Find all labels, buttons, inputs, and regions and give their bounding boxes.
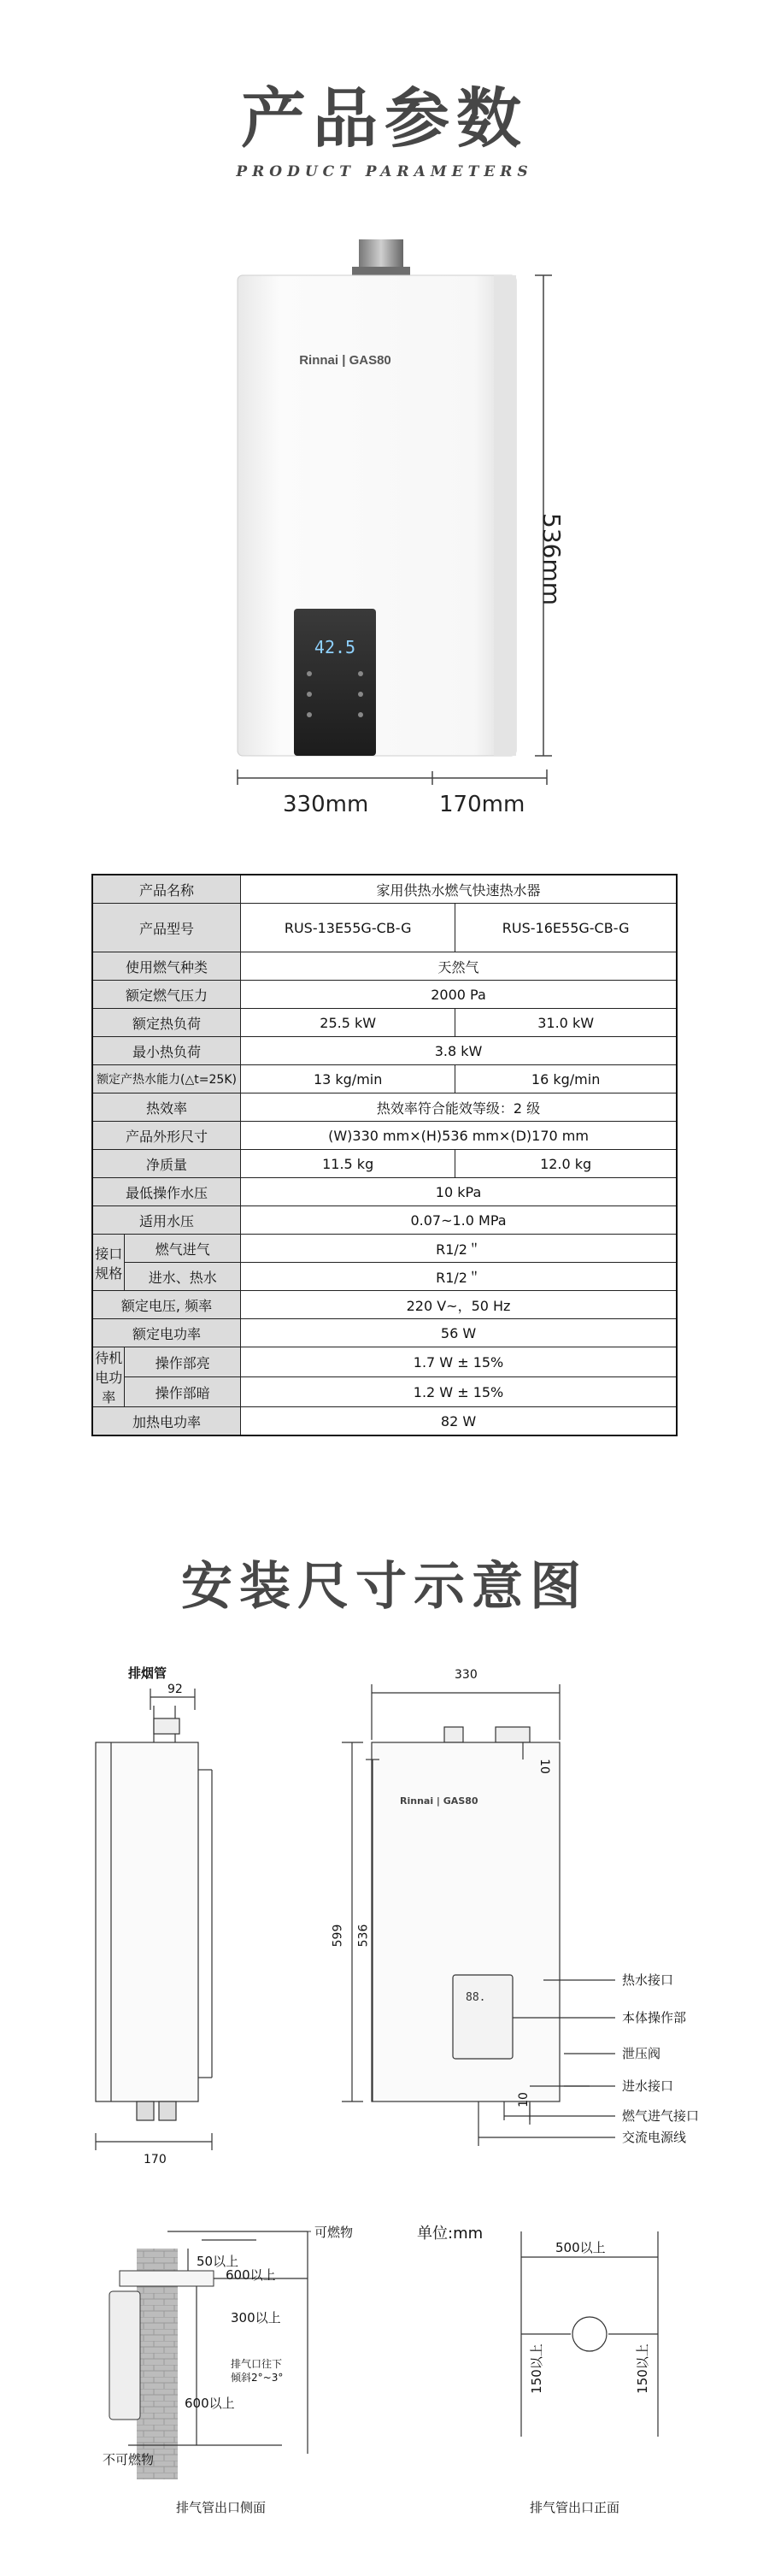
dim-170: 170 [144, 2153, 167, 2166]
table-cell: 净质量 [92, 1150, 241, 1178]
table-cell: 3.8 kW [241, 1037, 677, 1065]
table-cell: (W)330 mm×(H)536 mm×(D)170 mm [241, 1122, 677, 1150]
clearance-600-bottom: 600以上 [185, 2396, 235, 2411]
table-row [92, 904, 677, 952]
table-row [92, 1263, 677, 1291]
dim-10-bottom: 10 [516, 2092, 531, 2107]
table-cell: 额定热负荷 [92, 1009, 241, 1037]
table-cell: 10 kPa [241, 1178, 677, 1206]
standby-label: 电功率 [95, 1370, 123, 1406]
unit-label: 单位:mm [417, 2225, 484, 2243]
table-cell: 热效率 [92, 1093, 241, 1122]
section-heading [0, 67, 769, 180]
clearance-50: 50以上 [197, 2254, 239, 2269]
width-label: 330mm [283, 792, 369, 817]
table-cell: 额定燃气压力 [92, 981, 241, 1009]
slope-note-line2: 倾斜2°~3° [231, 2372, 284, 2384]
table-cell: 操作部暗 [125, 1377, 241, 1407]
table-cell: R1/2＂ [241, 1235, 677, 1263]
table-cell: R1/2＂ [241, 1263, 677, 1291]
product-photo [0, 214, 769, 829]
table-row [92, 1093, 677, 1122]
table-cell [92, 1347, 125, 1407]
clearance-150-left: 150以上 [528, 2343, 544, 2394]
panel-button[interactable] [358, 712, 363, 717]
port-label: 规格 [95, 1264, 123, 1282]
table-row [92, 1235, 677, 1263]
table-row [92, 1037, 677, 1065]
dim-330: 330 [455, 1668, 478, 1682]
table-row [92, 1178, 677, 1206]
table-cell: RUS-13E55G-CB-G [241, 904, 455, 952]
clearance-600-top: 600以上 [226, 2267, 276, 2283]
table-row [92, 981, 677, 1009]
port-label: 接口 [95, 1245, 123, 1262]
table-cell: 操作部亮 [125, 1347, 241, 1377]
page-title: 产品参数 [241, 80, 528, 156]
table-cell: 25.5 kW [241, 1009, 455, 1037]
side-caption: 排气管出口侧面 [176, 2500, 267, 2515]
table-cell: 最小热负荷 [92, 1037, 241, 1065]
table-cell: 0.07~1.0 MPa [241, 1206, 677, 1235]
table-cell: 220 V~，50 Hz [241, 1291, 677, 1319]
table-row [92, 952, 677, 981]
clearance-500: 500以上 [555, 2240, 606, 2255]
dim-10-top: 10 [537, 1759, 551, 1774]
table-cell: 额定电压, 频率 [92, 1291, 241, 1319]
table-cell: 适用水压 [92, 1206, 241, 1235]
panel-button[interactable] [358, 671, 363, 676]
table-cell: 燃气进气 [125, 1235, 241, 1263]
combustible-label: 可燃物 [314, 2225, 354, 2240]
front-brand: Rinnai | GAS80 [400, 1795, 478, 1807]
table-row [92, 1291, 677, 1319]
noncombustible-label: 不可燃物 [103, 2452, 155, 2467]
table-cell: 16 kg/min [455, 1065, 677, 1093]
table-row [92, 1150, 677, 1178]
table-cell: 加热电功率 [92, 1407, 241, 1436]
dim-536: 536 [356, 1924, 371, 1948]
table-cell: 产品名称 [92, 875, 241, 904]
table-cell [92, 1235, 125, 1291]
table-cell: 热效率符合能效等级：2 级 [241, 1093, 677, 1122]
panel-button[interactable] [307, 692, 312, 697]
table-cell: 13 kg/min [241, 1065, 455, 1093]
depth-label: 170mm [439, 792, 525, 817]
table-cell: 12.0 kg [455, 1150, 677, 1178]
table-row [92, 1009, 677, 1037]
callout-power-cord: 交流电源线 [622, 2130, 687, 2145]
height-label: 536mm [537, 513, 566, 605]
clearance-150-right: 150以上 [634, 2343, 650, 2394]
flue-label: 排烟管 [128, 1665, 167, 1681]
callout-control-panel: 本体操作部 [622, 2010, 687, 2025]
table-row [92, 1407, 677, 1436]
callout-gas-inlet: 燃气进气接口 [622, 2108, 700, 2124]
install-title: 安装尺寸示意图 [181, 1557, 588, 1617]
table-cell: 使用燃气种类 [92, 952, 241, 981]
control-panel [294, 609, 376, 756]
table-row [92, 1206, 677, 1235]
table-cell: 天然气 [241, 952, 677, 981]
slope-note-line1: 排气口往下 [231, 2358, 283, 2370]
dim-92: 92 [167, 1683, 183, 1696]
table-cell: 82 W [241, 1407, 677, 1436]
standby-label: 待机 [95, 1350, 123, 1366]
clearance-drawing [0, 2197, 769, 2488]
table-cell: RUS-16E55G-CB-G [455, 904, 677, 952]
dim-599: 599 [331, 1924, 345, 1948]
table-cell: 1.7 W ± 15% [241, 1347, 677, 1377]
brand-logo: Rinnai | GAS80 [299, 353, 391, 368]
table-row [92, 1319, 677, 1347]
table-cell: 31.0 kW [455, 1009, 677, 1037]
callout-hot-water: 热水接口 [622, 1972, 674, 1988]
callout-water-inlet: 进水接口 [622, 2078, 674, 2094]
table-row [92, 1377, 677, 1407]
table-cell: 2000 Pa [241, 981, 677, 1009]
table-row [92, 1347, 677, 1377]
panel-display: 42.5 [314, 637, 356, 657]
panel-button[interactable] [307, 671, 312, 676]
front-caption: 排气管出口正面 [530, 2500, 620, 2515]
install-drawing [0, 1659, 769, 2172]
table-cell: 进水、热水 [125, 1263, 241, 1291]
front-panel [453, 1975, 513, 2059]
install-heading [0, 1546, 769, 1619]
table-cell: 额定产热水能力(△t=25K) [92, 1065, 241, 1093]
table-row [92, 1065, 677, 1093]
clearance-300: 300以上 [231, 2310, 281, 2325]
table-cell: 56 W [241, 1319, 677, 1347]
flue-outlet-circle [572, 2317, 607, 2351]
flue-pipe-clearance [120, 2271, 214, 2286]
table-cell: 产品型号 [92, 904, 241, 952]
table-cell: 额定电功率 [92, 1319, 241, 1347]
panel-button[interactable] [358, 692, 363, 697]
table-cell: 1.2 W ± 15% [241, 1377, 677, 1407]
heater-outline [109, 2291, 140, 2420]
table-cell: 产品外形尺寸 [92, 1122, 241, 1150]
table-cell: 家用供热水燃气快速热水器 [241, 875, 677, 904]
front-display: 88. [466, 1991, 486, 2004]
spec-table [91, 874, 678, 1436]
table-cell: 最低操作水压 [92, 1178, 241, 1206]
table-row [92, 875, 677, 904]
callout-relief-valve: 泄压阀 [622, 2046, 661, 2061]
page-subtitle: PRODUCT PARAMETERS [236, 163, 533, 180]
heater-body [238, 275, 516, 756]
panel-button[interactable] [307, 712, 312, 717]
table-row [92, 1122, 677, 1150]
table-cell: 11.5 kg [241, 1150, 455, 1178]
